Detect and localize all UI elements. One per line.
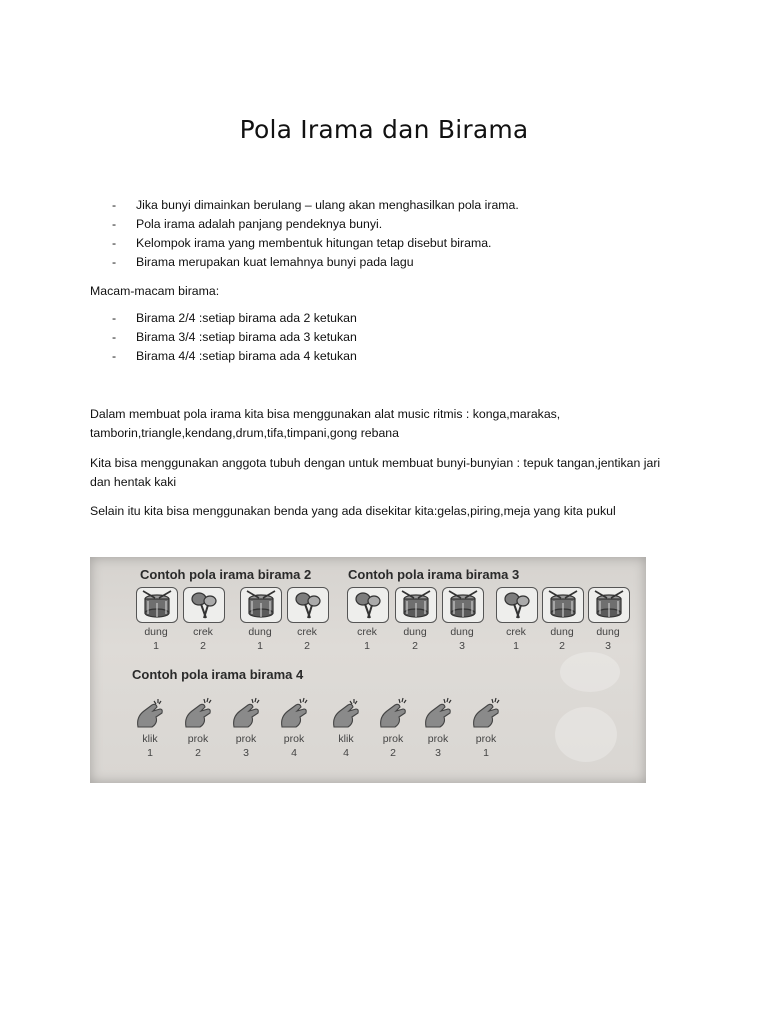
- beat-count-label: 1: [147, 747, 153, 759]
- sound-word-label: dung: [550, 626, 574, 638]
- paragraph-body-sounds: Kita bisa menggunakan anggota tubuh dengan untuk membuat bunyi-bunyian : tepuk tangan,jentikan jari dan hentak kaki: [90, 456, 661, 489]
- sound-word-label: dung: [248, 626, 272, 638]
- paragraph-objects: Selain itu kita bisa menggunakan benda yang ada disekitar kita:gelas,piring,meja yang kita pukul: [90, 504, 616, 518]
- beat-count-label: 2: [559, 640, 565, 652]
- beat-count-label: 2: [195, 747, 201, 759]
- rhythm-example-photo: [90, 557, 646, 783]
- birama-types-list: [112, 309, 357, 366]
- sound-word-label: prok: [187, 733, 209, 745]
- sound-word-label: crek: [193, 626, 213, 638]
- drum-icon: [588, 587, 630, 623]
- sound-word-label: crek: [357, 626, 377, 638]
- sound-word-label: crek: [297, 626, 317, 638]
- beat-count-label: 3: [459, 640, 465, 652]
- finger-snap-icon: [328, 697, 364, 733]
- beat-count-label: 3: [435, 747, 441, 759]
- sound-word-label: prok: [427, 733, 449, 745]
- hand-clap-icon: [276, 697, 312, 733]
- intro-item: - Kelompok irama yang membentuk hitungan tetap disebut birama.: [112, 234, 519, 253]
- drum-icon: [542, 587, 584, 623]
- maracas-icon: [183, 587, 225, 623]
- intro-item: - Birama merupakan kuat lemahnya bunyi pada lagu: [112, 253, 519, 272]
- sound-word-label: dung: [450, 626, 474, 638]
- beat-count-label: 1: [257, 640, 263, 652]
- background-shape: [555, 707, 617, 762]
- sound-word-label: crek: [506, 626, 526, 638]
- finger-snap-icon: [132, 697, 168, 733]
- hand-clap-icon: [375, 697, 411, 733]
- sound-word-label: prok: [475, 733, 497, 745]
- hand-clap-icon: [468, 697, 504, 733]
- beat-count-label: 2: [200, 640, 206, 652]
- sound-word-label: dung: [403, 626, 427, 638]
- beat-count-label: 2: [412, 640, 418, 652]
- drum-icon: [442, 587, 484, 623]
- sound-word-label: klik: [338, 733, 354, 745]
- sound-word-label: dung: [596, 626, 620, 638]
- beat-count-label: 1: [153, 640, 159, 652]
- sound-word-label: prok: [235, 733, 257, 745]
- beat-count-label: 3: [605, 640, 611, 652]
- beat-count-label: 4: [291, 747, 297, 759]
- intro-item: - Pola irama adalah panjang pendeknya bunyi.: [112, 215, 519, 234]
- intro-item: - Jika bunyi dimainkan berulang – ulang akan menghasilkan pola irama.: [112, 196, 519, 215]
- beat-count-label: 2: [390, 747, 396, 759]
- beat-count-label: 4: [343, 747, 349, 759]
- sound-word-label: klik: [142, 733, 158, 745]
- figure-title-birama-4: Contoh pola irama birama 4: [132, 667, 304, 682]
- maracas-icon: [287, 587, 329, 623]
- drum-icon: [395, 587, 437, 623]
- hand-clap-icon: [420, 697, 456, 733]
- paragraph-instruments: Dalam membuat pola irama kita bisa menggunakan alat music ritmis : konga,marakas, tamborin,triangle,kendang,drum,tifa,timpani,gong rebana: [90, 407, 561, 440]
- sound-word-label: dung: [144, 626, 168, 638]
- beat-count-label: 2: [304, 640, 310, 652]
- sound-word-label: prok: [283, 733, 305, 745]
- page-title: Pola Irama dan Birama: [239, 114, 529, 144]
- maracas-icon: [347, 587, 389, 623]
- beat-count-label: 1: [364, 640, 370, 652]
- beat-count-label: 3: [243, 747, 249, 759]
- background-shape: [560, 652, 620, 692]
- drum-icon: [136, 587, 178, 623]
- birama-types-heading: Macam-macam birama:: [90, 284, 220, 298]
- beat-count-label: 1: [513, 640, 519, 652]
- intro-list: [112, 196, 519, 272]
- birama-type-item: - Birama 3/4 :setiap birama ada 3 ketukan: [112, 328, 357, 347]
- beat-count-label: 1: [483, 747, 489, 759]
- figure-title-birama-2: Contoh pola irama birama 2: [140, 567, 312, 582]
- birama-type-item: - Birama 4/4 :setiap birama ada 4 ketukan: [112, 347, 357, 366]
- maracas-icon: [496, 587, 538, 623]
- hand-clap-icon: [180, 697, 216, 733]
- drum-icon: [240, 587, 282, 623]
- figure-title-birama-3: Contoh pola irama birama 3: [348, 567, 520, 582]
- sound-word-label: prok: [382, 733, 404, 745]
- birama-type-item: - Birama 2/4 :setiap birama ada 2 ketukan: [112, 309, 357, 328]
- hand-clap-icon: [228, 697, 264, 733]
